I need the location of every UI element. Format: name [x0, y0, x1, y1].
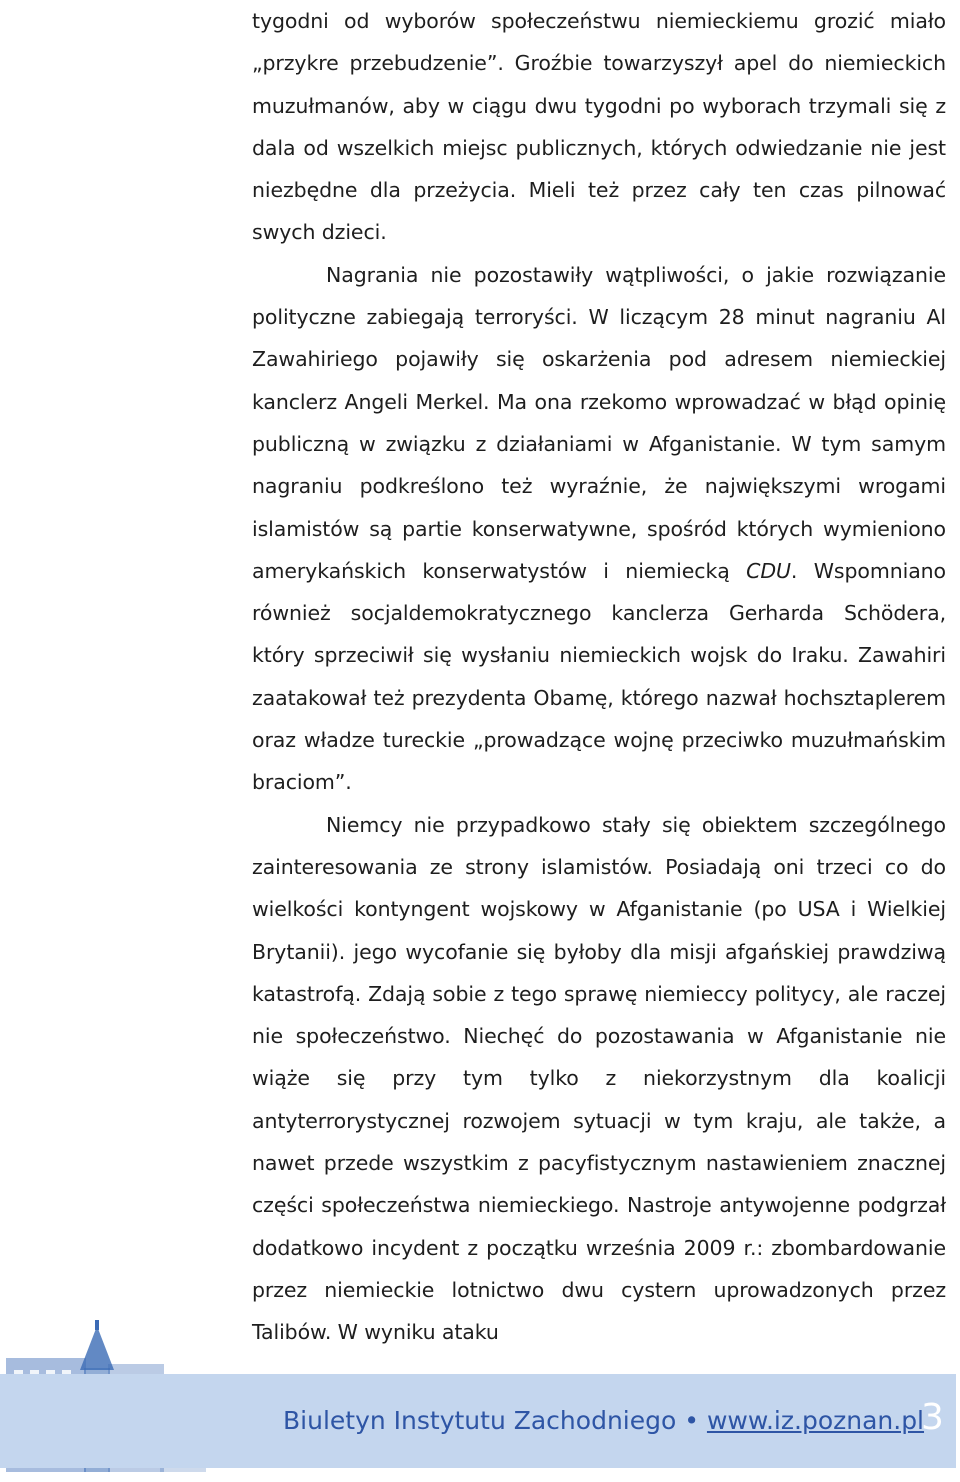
- paragraph: Niemcy nie przypadkowo stały się obiektem szczególnego zainteresowania ze strony islamistów. Posiadają oni trzeci co do wielkości kontyngent wojskowy w Afganistanie (po USA i Wielkiej Brytanii). jego wycofanie się byłoby dla misji afgańskiej prawdziwą katastrofą. Zdają sobie z tego sprawę niemieccy politycy, ale raczej nie społeczeństwo. Niechęć do pozostawania w Afganistanie nie wiąże się przy tym tylko z niekorzystnym dla koalicji antyterrorystycznej rozwojem sytuacji w tym kraju, ale także, a nawet przede wszystkim z pacyfistycznym nastawieniem znacznej części społeczeństwa niemieckiego. Nastroje antywojenne podgrzał dodatkowo incydent z początku września 2009 r.: zbombardowanie przez niemieckie lotnictwo dwu cystern uprowadzonych przez Talibów. W wyniku ataku: [252, 812, 946, 1345]
- cdu-emphasis: CDU: [746, 558, 791, 583]
- website-link[interactable]: www.iz.poznan.pl: [706, 1406, 925, 1435]
- paragraph-text: Nagrania nie pozostawiły wątpliwości, o jakie rozwiązanie polityczne zabiegają terroryści. W liczącym 28 minut nagraniu Al Zawahiriego pojawiły się oskarżenia pod adresem niemieckiej kanclerz Angeli Merkel. Ma ona rzekomo wprowadzać w błąd opinię publiczną w związku z działaniami w Afganistanie. W tym samym nagraniu podkreślono też wyraźnie, że największymi wrogami islamistów są partie konserwatywne, spośród których wymieniono amerykańskich konserwatystów i niemiecką: [252, 262, 946, 583]
- bullet-separator: •: [684, 1406, 699, 1435]
- publication-title: Biuletyn Instytutu Zachodniego: [283, 1406, 677, 1435]
- article-body: [252, 0, 946, 1354]
- paragraph-text: . Wspomniano również socjaldemokratycznego kanclerza Gerharda Schödera, który sprzeciwił się wysłaniu niemieckich wojsk do Iraku. Zawahiri zaatakował też prezydenta Obamę, którego nazwał hochsztaplerem oraz władze tureckie „prowadzące wojnę przeciwko muzułmańskim braciom”.: [252, 558, 947, 795]
- footer: [283, 1404, 924, 1438]
- paragraph: [252, 254, 946, 804]
- paragraph: tygodni od wyborów społeczeństwu niemieckiemu grozić miało „przykre przebudzenie”. Groźbie towarzyszył apel do niemieckich muzułmanów, aby w ciągu dwu tygodni po wyborach trzymali się z dala od wszelkich miejsc publicznych, których odwiedzanie nie jest niezbędne dla przeżycia. Mieli też przez cały ten czas pilnować swych dzieci.: [252, 9, 946, 245]
- page-number: 3: [921, 1397, 944, 1438]
